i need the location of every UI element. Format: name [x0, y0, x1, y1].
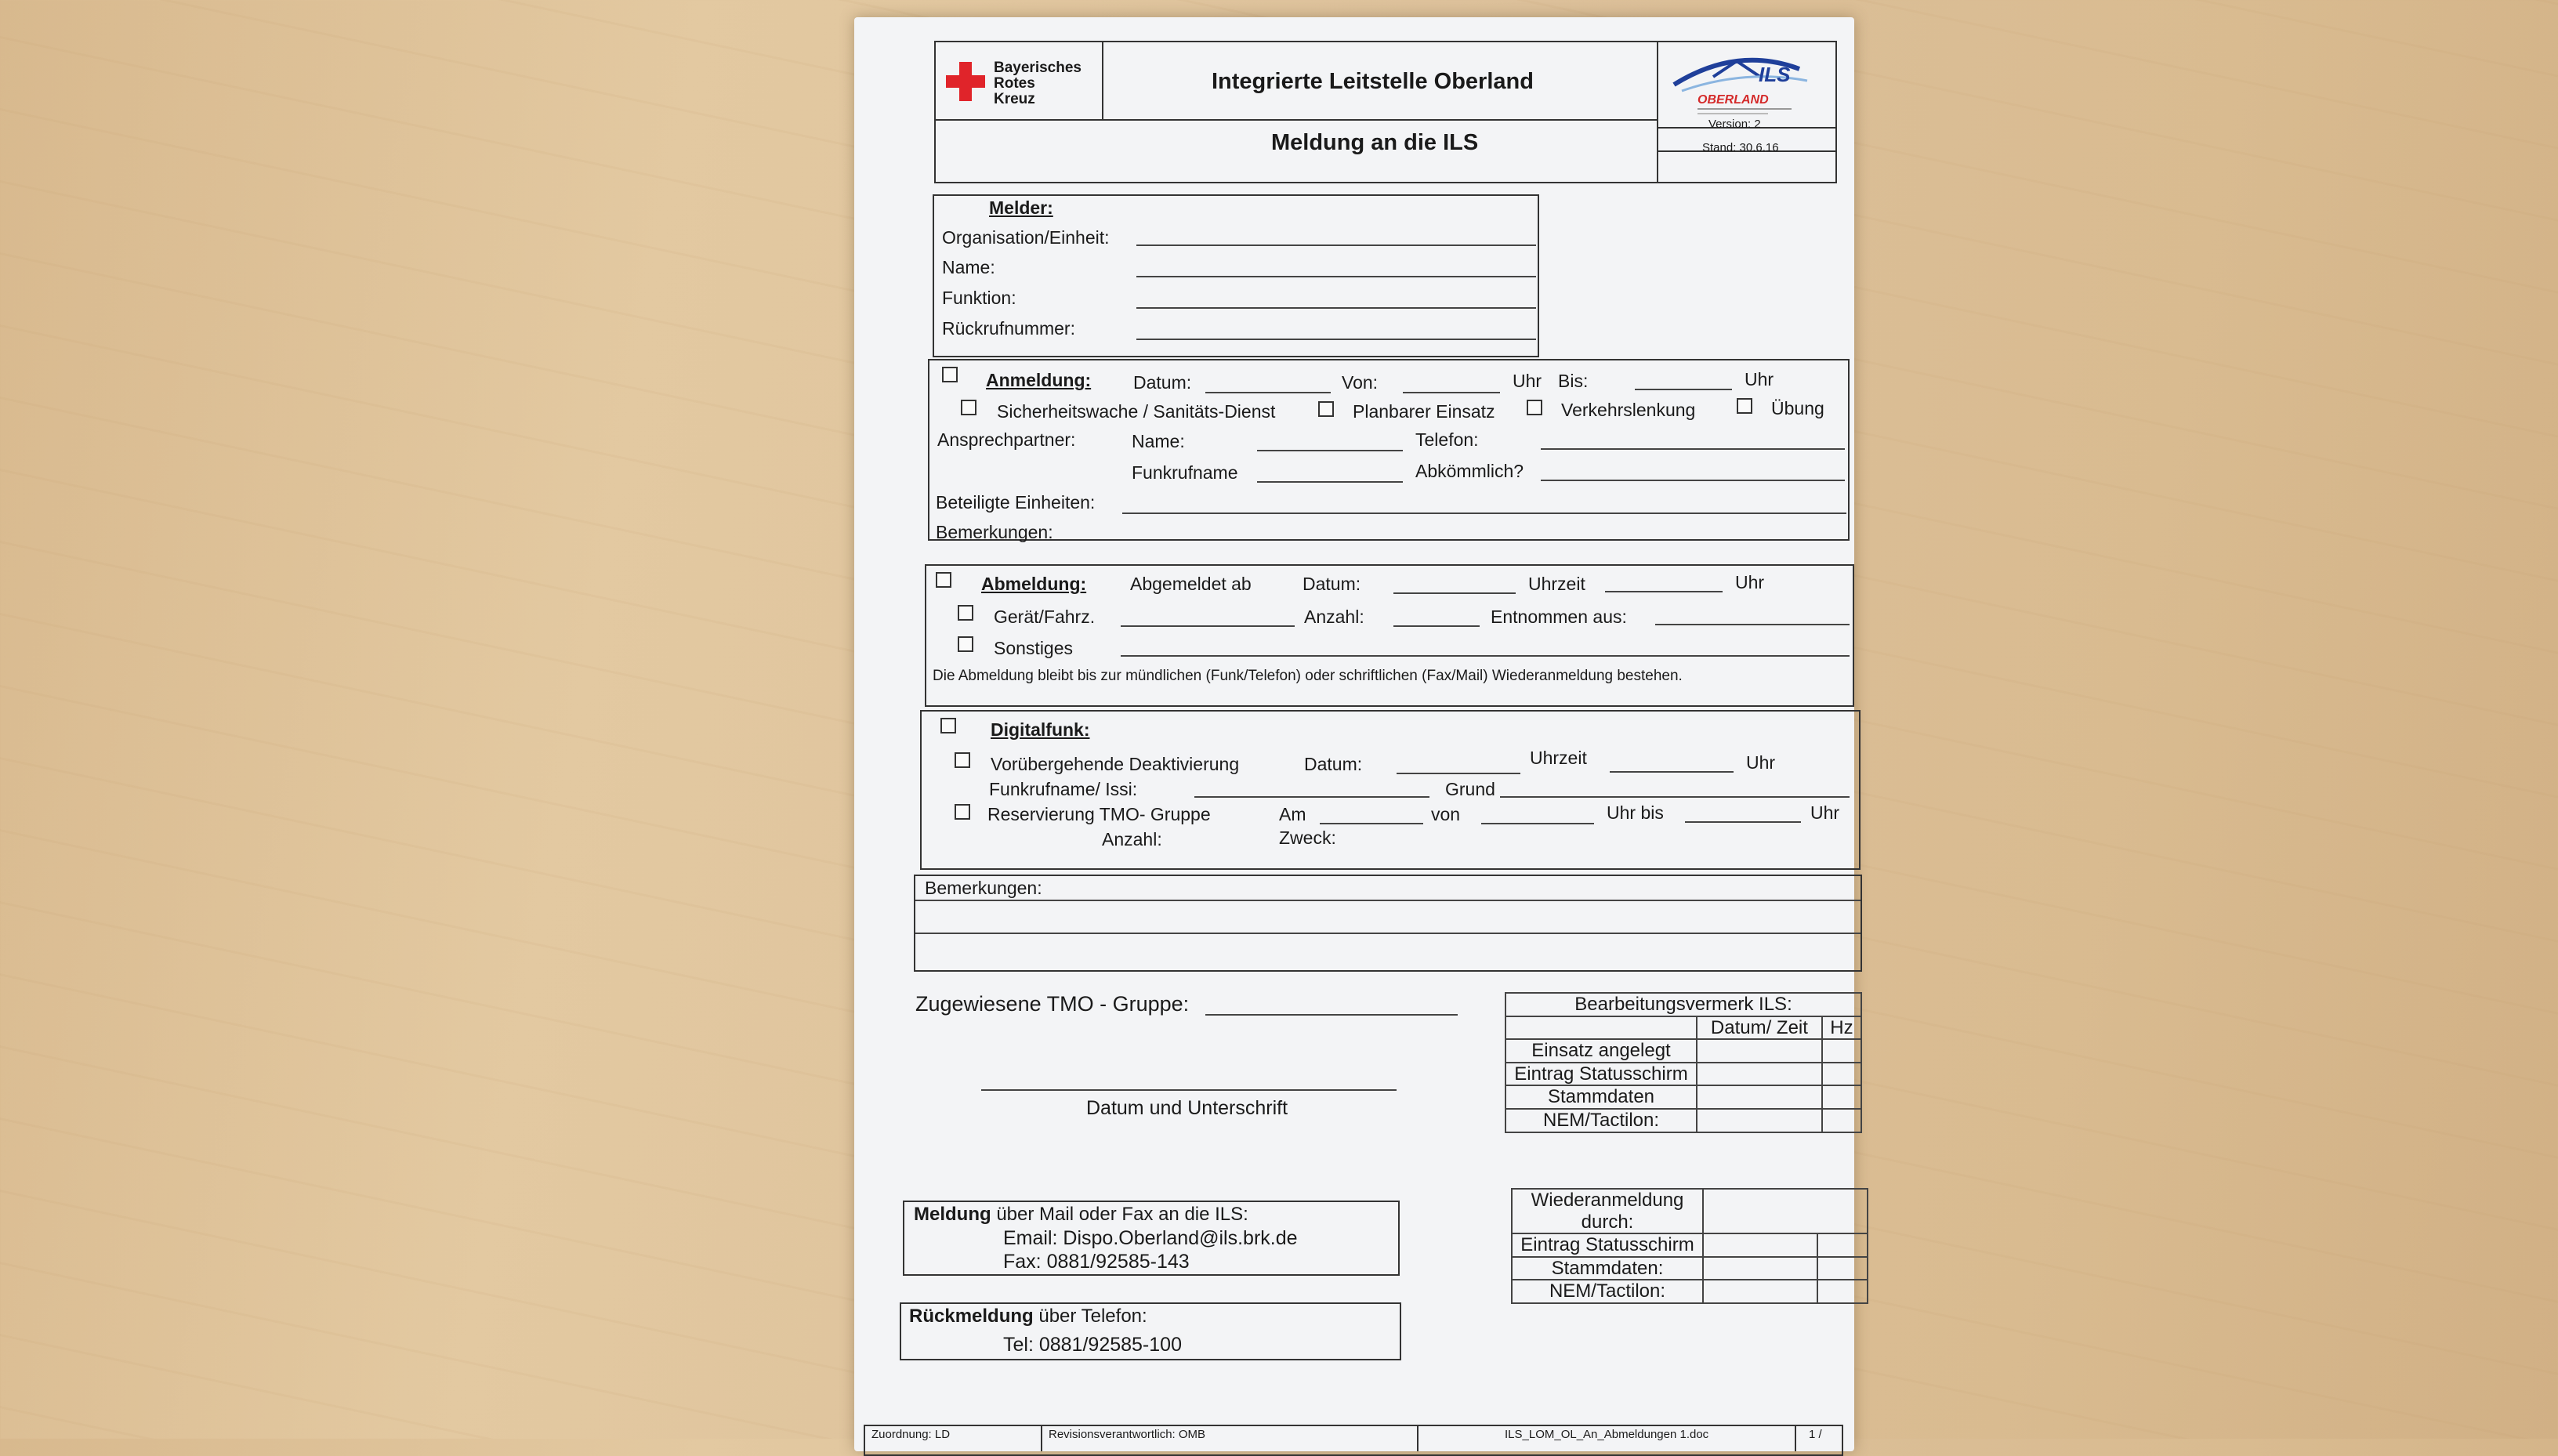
- abmeldung-note: Die Abmeldung bleibt bis zur mündlichen (Funk/Telefon) oder schriftlichen (Fax/Mail) Wiederanmeldung bestehen.: [933, 668, 1683, 684]
- melder-input-org[interactable]: [1136, 244, 1536, 246]
- digitalfunk-uhrzeit-label: Uhrzeit: [1530, 748, 1587, 768]
- melder-heading: Melder:: [989, 197, 1053, 218]
- footer-divider-3: [1795, 1425, 1796, 1451]
- tmo-label: Zugewiesene TMO - Gruppe:: [915, 992, 1190, 1016]
- anmeldung-bis-label: Bis:: [1558, 371, 1589, 391]
- wiederanmeldung-table: [1511, 1188, 1868, 1304]
- abmeldung-datum-input[interactable]: [1393, 592, 1516, 594]
- ansprechpartner-name-input[interactable]: [1257, 450, 1403, 451]
- anmeldung-von-input[interactable]: [1403, 392, 1500, 393]
- vermerk-col-datum: Datum/ Zeit: [1697, 1016, 1822, 1040]
- vermerk-cell[interactable]: [1697, 1039, 1822, 1063]
- beteiligte-input[interactable]: [1122, 512, 1846, 514]
- footer-revision: Revisionsverantwortlich: OMB: [1049, 1428, 1206, 1441]
- bemerkungen-line-1[interactable]: [915, 900, 1861, 901]
- anmeldung-uhr1: Uhr: [1513, 371, 1542, 391]
- option-uebung-checkbox[interactable]: [1737, 398, 1752, 414]
- brk-line-2: Rotes: [994, 75, 1035, 92]
- option-sicherheitswache-checkbox[interactable]: [961, 400, 976, 415]
- rueckmeldung-rest: über Telefon:: [1033, 1306, 1147, 1327]
- abmeldung-uhrzeit-input[interactable]: [1605, 591, 1723, 592]
- melder-input-rueckruf[interactable]: [1136, 339, 1536, 340]
- meldung-rest: über Mail oder Fax an die ILS:: [991, 1204, 1248, 1225]
- geraet-input[interactable]: [1121, 625, 1295, 627]
- geraet-label: Gerät/Fahrz.: [994, 607, 1096, 627]
- footer-divider-1: [1041, 1425, 1042, 1451]
- bemerkungen-line-2[interactable]: [915, 933, 1861, 934]
- ils-oberland-logo: [1666, 45, 1831, 124]
- header-divider-right: [1657, 42, 1658, 182]
- vermerk-col-hz: Hz: [1822, 1016, 1861, 1040]
- deaktivierung-label: Vorübergehende Deaktivierung: [991, 754, 1240, 774]
- wieder-row-statusschirm: Eintrag Statusschirm: [1512, 1233, 1703, 1257]
- ils-logo-sub: OBERLAND: [1697, 93, 1769, 107]
- ansprechpartner-name-label: Name:: [1132, 431, 1185, 451]
- vermerk-row-statusschirm: Eintrag Statusschirm: [1505, 1063, 1697, 1086]
- funkrufname-label: Funkrufname: [1132, 462, 1238, 483]
- abkoemmlich-input[interactable]: [1541, 480, 1845, 481]
- reservierung-uhrbis-label: Uhr bis: [1607, 802, 1664, 823]
- stand-label: Stand: 30.6.16: [1702, 141, 1779, 154]
- option-sicherheitswache-label: Sicherheitswache / Sanitäts-Dienst: [997, 401, 1276, 422]
- digitalfunk-datum-label: Datum:: [1304, 754, 1363, 774]
- abmeldung-uhr: Uhr: [1735, 572, 1765, 592]
- vermerk-cell[interactable]: [1822, 1063, 1861, 1086]
- digitalfunk-uhr: Uhr: [1746, 752, 1776, 773]
- sonstiges-input[interactable]: [1121, 655, 1850, 657]
- abmeldung-anzahl-input[interactable]: [1393, 625, 1480, 627]
- contact-email[interactable]: Email: Dispo.Oberland@ils.brk.de: [1003, 1227, 1298, 1249]
- option-planbar-checkbox[interactable]: [1318, 401, 1334, 417]
- melder-field-name: Name:: [942, 257, 995, 277]
- digitalfunk-heading: Digitalfunk:: [991, 719, 1090, 740]
- footer-divider-2: [1417, 1425, 1418, 1451]
- telefon-label: Telefon:: [1415, 429, 1479, 450]
- wiederanmeldung-label: Wiederanmeldung durch:: [1512, 1189, 1703, 1233]
- reservierung-uhr: Uhr: [1810, 802, 1840, 823]
- reservierung-zweck-label: Zweck:: [1279, 828, 1336, 848]
- option-uebung-label: Übung: [1771, 398, 1824, 418]
- vermerk-cell[interactable]: [1817, 1233, 1868, 1257]
- abmeldung-anzahl-label: Anzahl:: [1304, 607, 1364, 627]
- abgemeldet-label: Abgemeldet ab: [1130, 574, 1252, 594]
- contact-fax: Fax: 0881/92585-143: [1003, 1251, 1190, 1273]
- abmeldung-heading: Abmeldung:: [981, 574, 1087, 594]
- bemerkungen-box: [914, 875, 1862, 972]
- signature-label: Datum und Unterschrift: [1086, 1097, 1288, 1119]
- form-paper: [854, 17, 1854, 1451]
- reservierung-checkbox[interactable]: [955, 804, 970, 820]
- vermerk-cell[interactable]: [1697, 1085, 1822, 1109]
- funkrufname-input[interactable]: [1257, 481, 1403, 483]
- rueckmeldung-contact-title: [909, 1306, 1147, 1327]
- vermerk-cell[interactable]: [1817, 1280, 1868, 1303]
- vermerk-cell[interactable]: [1697, 1063, 1822, 1086]
- grund-input[interactable]: [1500, 796, 1850, 798]
- digitalfunk-uhrzeit-input[interactable]: [1610, 771, 1734, 773]
- anmeldung-checkbox[interactable]: [942, 367, 958, 382]
- vermerk-cell[interactable]: [1703, 1280, 1817, 1303]
- wieder-row-stammdaten: Stammdaten:: [1512, 1257, 1703, 1280]
- footer-zuordnung: Zuordnung: LD: [871, 1428, 951, 1441]
- melder-input-name[interactable]: [1136, 276, 1536, 277]
- reservierung-bis-input[interactable]: [1685, 821, 1801, 823]
- vermerk-cell[interactable]: [1822, 1085, 1861, 1109]
- brk-line-3: Kreuz: [994, 91, 1035, 107]
- signature-line[interactable]: [981, 1089, 1397, 1091]
- abmeldung-uhrzeit-label: Uhrzeit: [1528, 574, 1585, 594]
- bearbeitungsvermerk-table: [1505, 992, 1862, 1133]
- vermerk-cell[interactable]: [1822, 1039, 1861, 1063]
- anmeldung-bis-input[interactable]: [1635, 389, 1732, 390]
- vermerk-cell[interactable]: [1822, 1109, 1861, 1132]
- ils-logo-text: ILS: [1759, 63, 1791, 86]
- entnommen-label: Entnommen aus:: [1491, 607, 1627, 627]
- rueckmeldung-bold: Rückmeldung: [909, 1306, 1034, 1327]
- deaktivierung-checkbox[interactable]: [955, 752, 970, 768]
- wiederanmeldung-cell[interactable]: [1703, 1189, 1868, 1233]
- anmeldung-datum-label: Datum:: [1133, 372, 1192, 393]
- anmeldung-bemerkungen-label: Bemerkungen:: [936, 522, 1053, 542]
- version-label: Version: 2: [1708, 118, 1761, 131]
- reservierung-am-input[interactable]: [1320, 823, 1423, 824]
- vermerk-cell[interactable]: [1817, 1257, 1868, 1280]
- abkoemmlich-label: Abkömmlich?: [1415, 461, 1524, 481]
- melder-field-rueckruf: Rückrufnummer:: [942, 318, 1075, 339]
- reservierung-von-input[interactable]: [1481, 823, 1594, 824]
- meldung-bold: Meldung: [914, 1204, 991, 1225]
- sonstiges-label: Sonstiges: [994, 638, 1074, 658]
- vermerk-row-stammdaten: Stammdaten: [1505, 1085, 1697, 1109]
- meldung-contact-title: [914, 1204, 1248, 1226]
- reservierung-anzahl-label: Anzahl:: [1102, 829, 1162, 849]
- abmeldung-datum-label: Datum:: [1303, 574, 1361, 594]
- melder-input-funktion[interactable]: [1136, 307, 1536, 309]
- header-divider-left: [1102, 42, 1103, 121]
- bemerkungen-label: Bemerkungen:: [925, 878, 1042, 898]
- telefon-input[interactable]: [1541, 448, 1845, 450]
- entnommen-input[interactable]: [1655, 624, 1850, 625]
- vermerk-cell[interactable]: [1703, 1257, 1817, 1280]
- vermerk-cell[interactable]: [1703, 1233, 1817, 1257]
- footer-file: ILS_LOM_OL_An_Abmeldungen 1.doc: [1505, 1428, 1709, 1441]
- anmeldung-uhr2: Uhr: [1745, 369, 1774, 389]
- footer-page: 1 /: [1809, 1428, 1822, 1441]
- digitalfunk-datum-input[interactable]: [1397, 773, 1520, 774]
- contact-tel: Tel: 0881/92585-100: [1003, 1334, 1182, 1356]
- wieder-row-nem: NEM/Tactilon:: [1512, 1280, 1703, 1303]
- grund-label: Grund: [1445, 779, 1495, 799]
- digitalfunk-checkbox[interactable]: [940, 718, 956, 733]
- reservierung-am-label: Am: [1279, 804, 1306, 824]
- vermerk-row-nem: NEM/Tactilon:: [1505, 1109, 1697, 1132]
- form-subtitle: Meldung an die ILS: [1271, 130, 1479, 155]
- geraet-checkbox[interactable]: [958, 605, 973, 621]
- anmeldung-heading: Anmeldung:: [986, 370, 1092, 390]
- beteiligte-label: Beteiligte Einheiten:: [936, 492, 1096, 512]
- reservierung-von-label: von: [1431, 804, 1461, 824]
- vermerk-cell[interactable]: [1697, 1109, 1822, 1132]
- anmeldung-datum-input[interactable]: [1205, 392, 1331, 393]
- brk-line-1: Bayerisches: [994, 60, 1082, 76]
- funkrufname-issi-input[interactable]: [1194, 796, 1429, 798]
- funkrufname-issi-label: Funkrufname/ Issi:: [989, 779, 1138, 799]
- vermerk-empty-head: [1505, 1016, 1697, 1040]
- form-title: Integrierte Leitstelle Oberland: [1212, 69, 1534, 94]
- melder-field-org: Organisation/Einheit:: [942, 227, 1110, 248]
- anmeldung-von-label: Von:: [1342, 372, 1379, 393]
- vermerk-row-einsatz: Einsatz angelegt: [1505, 1039, 1697, 1063]
- sonstiges-checkbox[interactable]: [958, 636, 973, 652]
- ansprechpartner-label: Ansprechpartner:: [937, 429, 1076, 450]
- abmeldung-checkbox[interactable]: [936, 572, 951, 588]
- reservierung-label: Reservierung TMO- Gruppe: [987, 804, 1211, 824]
- tmo-input[interactable]: [1205, 1014, 1458, 1016]
- option-planbar-label: Planbarer Einsatz: [1353, 401, 1495, 422]
- red-cross-logo: [944, 60, 987, 103]
- header-divider-h: [936, 119, 1657, 121]
- option-verkehr-label: Verkehrslenkung: [1561, 400, 1696, 420]
- option-verkehr-checkbox[interactable]: [1527, 400, 1542, 415]
- vermerk-title: Bearbeitungsvermerk ILS:: [1505, 993, 1861, 1016]
- melder-field-funktion: Funktion:: [942, 288, 1016, 308]
